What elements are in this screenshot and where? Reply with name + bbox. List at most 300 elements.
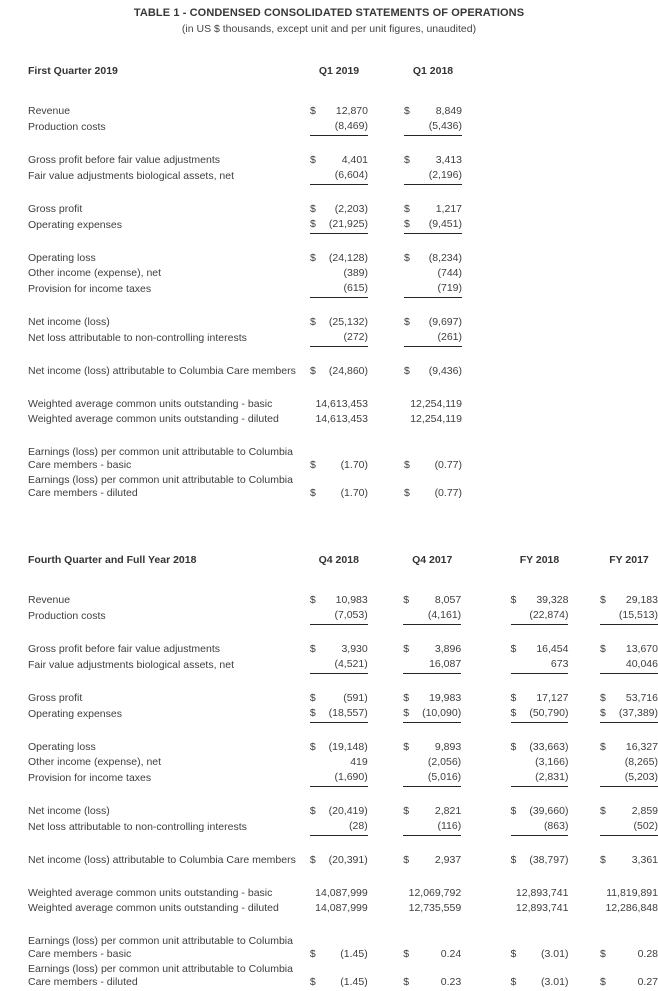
value-number: (116): [437, 820, 462, 832]
value-cell: [511, 771, 569, 784]
value-number: (18,557): [328, 707, 368, 719]
currency-symbol: $: [404, 154, 410, 166]
currency-symbol: $: [510, 854, 517, 866]
column-spacer: [568, 658, 600, 674]
gap-row: [28, 347, 462, 366]
currency-symbol: $: [403, 594, 410, 606]
value-group: [403, 854, 461, 869]
value-group: [404, 218, 462, 234]
value-group: [310, 282, 368, 298]
currency-symbol: $: [600, 948, 606, 960]
row-label-line: Production costs: [28, 120, 106, 133]
column-header: Q4 2017: [412, 554, 453, 566]
column-spacer: [461, 643, 510, 658]
table-header-row: [28, 65, 462, 80]
row-label: [28, 658, 298, 674]
gap-cell: [28, 185, 462, 204]
value-number: 2,859: [631, 805, 658, 817]
value-number: (25,132): [328, 316, 368, 328]
column-spacer: [368, 398, 404, 413]
value-group: [600, 692, 658, 707]
value-cell: [404, 398, 462, 411]
currency-symbol: $: [510, 805, 517, 817]
value-group: [511, 935, 569, 963]
row-label-line: Weighted average common units outstanding - basic: [28, 887, 273, 899]
row-label: [28, 820, 298, 836]
value-cell: [600, 609, 658, 622]
value-number: (863): [543, 820, 569, 832]
value-group: [310, 398, 368, 413]
header-spacer: [568, 554, 600, 569]
value-number: (38,797): [529, 854, 569, 866]
value-number: 11,819,891: [606, 887, 658, 899]
column-spacer: [298, 413, 310, 428]
column-spacer: [568, 643, 600, 658]
value-cell: [511, 658, 569, 671]
value-cell: [403, 976, 461, 989]
value-cell: [403, 887, 461, 900]
column-spacer: [298, 218, 310, 234]
row-label-line: Operating expenses: [28, 218, 122, 231]
value-group: [511, 771, 569, 787]
column-spacer: [298, 963, 310, 991]
value-cell: [310, 976, 368, 989]
value-group: [310, 154, 368, 169]
value-number: (591): [343, 692, 368, 704]
currency-symbol: $: [510, 741, 517, 753]
value-number: (1,690): [334, 771, 368, 783]
value-cell: [310, 316, 368, 329]
row-label-line: Operating loss: [28, 741, 96, 753]
value-cell: [600, 643, 658, 656]
value-cell: [310, 594, 368, 607]
value-group: [310, 692, 368, 707]
value-number: (9,436): [428, 365, 462, 377]
value-number: 12,893,741: [515, 887, 569, 899]
row-label: [28, 707, 298, 723]
value-cell: [403, 609, 461, 622]
column-spacer: [368, 902, 404, 917]
value-group: [403, 658, 461, 674]
column-spacer: [298, 316, 310, 331]
value-cell: [600, 756, 658, 769]
value-cell: [310, 643, 368, 656]
currency-symbol: $: [403, 976, 410, 988]
column-spacer: [368, 854, 404, 869]
column-spacer: [568, 887, 600, 902]
currency-symbol: $: [403, 948, 410, 960]
value-cell: [404, 413, 462, 426]
value-number: 16,087: [429, 658, 462, 670]
row-label-line: Gross profit: [28, 203, 83, 215]
column-spacer: [368, 252, 404, 267]
value-number: 0.27: [637, 976, 658, 988]
table-row: [28, 658, 658, 674]
row-label: [28, 609, 298, 625]
value-cell: [404, 169, 462, 182]
value-cell: [404, 331, 462, 344]
column-spacer: [298, 154, 310, 169]
column-spacer: [368, 203, 404, 218]
currency-symbol: $: [404, 252, 410, 264]
column-spacer: [568, 594, 600, 609]
row-label-line: Gross profit: [28, 692, 83, 704]
value-group: [600, 609, 658, 625]
table-row: [28, 105, 462, 120]
value-group: [403, 935, 461, 963]
value-group: [404, 169, 462, 185]
value-cell: [404, 267, 462, 280]
table-row: [28, 398, 462, 413]
value-cell: [310, 854, 368, 867]
value-group: [310, 963, 368, 991]
value-number: (21,925): [328, 218, 368, 230]
value-number: (4,521): [334, 658, 368, 670]
currency-symbol: $: [310, 218, 316, 230]
gap-row: [28, 380, 462, 398]
column-spacer: [368, 316, 404, 331]
value-group: [600, 756, 658, 771]
column-spacer: [298, 658, 310, 674]
value-group: [404, 474, 462, 502]
value-group: [310, 331, 368, 347]
financial-table: [28, 65, 462, 502]
currency-symbol: $: [310, 316, 316, 328]
column-spacer: [298, 105, 310, 120]
value-cell: [310, 487, 368, 500]
column-spacer: [568, 692, 600, 707]
value-cell: [310, 252, 368, 265]
currency-symbol: $: [600, 692, 606, 704]
currency-symbol: $: [510, 643, 517, 655]
value-number: (744): [437, 267, 462, 279]
value-number: (1.45): [340, 976, 368, 988]
gap-cell: [28, 234, 462, 253]
value-cell: [404, 487, 462, 500]
value-group: [600, 805, 658, 820]
value-number: (10,090): [422, 707, 462, 719]
value-group: [511, 963, 569, 991]
value-number: (6,604): [334, 169, 368, 181]
column-spacer: [298, 474, 310, 502]
value-group: [310, 252, 368, 267]
row-label-line: Care members - diluted: [28, 487, 138, 499]
column-spacer: [368, 594, 404, 609]
value-cell: [511, 756, 569, 769]
value-group: [403, 805, 461, 820]
column-spacer: [461, 805, 510, 820]
value-group: [310, 169, 368, 185]
gap-cell: [28, 298, 462, 317]
value-number: 1,217: [435, 203, 462, 215]
column-spacer: [461, 820, 510, 836]
column-spacer: [568, 854, 600, 869]
column-spacer: [461, 963, 510, 991]
value-group: [310, 707, 368, 723]
currency-symbol: $: [310, 105, 316, 117]
statement-section: [28, 65, 658, 502]
column-header: FY 2018: [519, 554, 560, 566]
value-cell: [403, 948, 461, 961]
value-number: (33,663): [529, 741, 569, 753]
value-group: [404, 413, 462, 428]
value-group: [310, 658, 368, 674]
table-row: [28, 474, 462, 502]
gap-cell: [28, 917, 658, 935]
value-group: [511, 741, 569, 756]
value-group: [600, 741, 658, 756]
column-spacer: [568, 935, 600, 963]
value-cell: [403, 805, 461, 818]
value-group: [310, 267, 368, 282]
sections: [0, 65, 658, 991]
value-group: [310, 609, 368, 625]
value-group: [310, 203, 368, 218]
column-spacer: [568, 707, 600, 723]
column-spacer: [298, 203, 310, 218]
column-spacer: [298, 805, 310, 820]
currency-symbol: $: [510, 692, 517, 704]
gap-cell: [28, 428, 462, 446]
row-label: [28, 771, 298, 787]
value-group: [310, 741, 368, 756]
value-group: [600, 887, 658, 902]
table-row: [28, 643, 658, 658]
value-cell: [511, 820, 569, 833]
value-cell: [511, 948, 569, 961]
column-spacer: [368, 963, 404, 991]
value-group: [404, 331, 462, 347]
currency-symbol: $: [309, 643, 316, 655]
table-row: [28, 756, 658, 771]
value-cell: [310, 820, 368, 833]
value-cell: [310, 771, 368, 784]
value-cell: [511, 854, 569, 867]
value-group: [404, 365, 462, 380]
section-heading: First Quarter 2019: [28, 65, 118, 77]
column-spacer: [568, 805, 600, 820]
table-row: [28, 282, 462, 298]
value-cell: [310, 692, 368, 705]
table-row: [28, 902, 658, 917]
value-number: (5,436): [428, 120, 462, 132]
gap-cell: [28, 723, 658, 742]
column-header: Q1 2018: [412, 65, 454, 77]
table-row: [28, 609, 658, 625]
table-row: [28, 935, 658, 963]
value-group: [404, 203, 462, 218]
currency-symbol: $: [510, 594, 517, 606]
column-spacer: [298, 741, 310, 756]
value-group: [310, 771, 368, 787]
row-label: [28, 902, 298, 917]
value-cell: [310, 707, 368, 720]
column-spacer: [298, 446, 310, 474]
column-spacer: [568, 609, 600, 625]
currency-symbol: $: [310, 459, 316, 471]
column-spacer: [461, 741, 510, 756]
value-group: [403, 902, 461, 917]
table-row: [28, 365, 462, 380]
value-number: 3,413: [435, 154, 462, 166]
value-cell: [403, 692, 461, 705]
value-group: [310, 105, 368, 120]
value-number: (1.70): [340, 487, 368, 499]
value-number: 12,254,119: [410, 413, 462, 425]
gap-cell: [28, 380, 462, 398]
value-group: [404, 154, 462, 169]
value-number: (2,203): [334, 203, 368, 215]
currency-symbol: $: [403, 805, 410, 817]
value-cell: [403, 707, 461, 720]
header-spacer: [461, 554, 510, 569]
column-header: Q1 2019: [318, 65, 360, 77]
column-spacer: [298, 267, 310, 282]
column-spacer: [461, 609, 510, 625]
row-label-line: Net income (loss) attributable to Columbia Care members: [28, 365, 296, 377]
value-number: (20,419): [328, 805, 368, 817]
value-cell: [511, 805, 569, 818]
value-group: [310, 474, 368, 502]
value-cell: [404, 218, 462, 231]
value-number: (5,203): [624, 771, 658, 783]
column-spacer: [298, 771, 310, 787]
value-group: [511, 707, 569, 723]
column-spacer: [568, 771, 600, 787]
value-cell: [310, 459, 368, 472]
value-cell: [310, 365, 368, 378]
value-cell: [310, 609, 368, 622]
value-cell: [403, 771, 461, 784]
table-row: [28, 820, 658, 836]
value-number: (9,451): [428, 218, 462, 230]
value-number: (8,234): [428, 252, 462, 264]
value-group: [403, 756, 461, 771]
value-group: [600, 854, 658, 869]
value-cell: [600, 707, 658, 720]
currency-symbol: $: [309, 707, 316, 719]
value-number: 3,361: [631, 854, 658, 866]
table-row: [28, 963, 658, 991]
value-number: 16,454: [536, 643, 569, 655]
column-spacer: [368, 282, 404, 298]
value-group: [511, 854, 569, 869]
row-label: [28, 267, 298, 282]
column-spacer: [298, 609, 310, 625]
value-number: 12,286,848: [605, 902, 658, 914]
value-number: 9,893: [434, 741, 462, 753]
table-row: [28, 267, 462, 282]
column-spacer: [298, 331, 310, 347]
column-spacer: [461, 594, 510, 609]
currency-symbol: $: [404, 218, 410, 230]
column-spacer: [568, 741, 600, 756]
value-number: 419: [350, 756, 368, 768]
column-spacer: [298, 120, 310, 136]
column-spacer: [368, 267, 404, 282]
value-cell: [600, 805, 658, 818]
row-label-line: Fair value adjustments biological assets, net: [28, 169, 235, 182]
row-label-line: Other income (expense), net: [28, 756, 162, 768]
currency-symbol: $: [404, 487, 410, 499]
value-number: (1.45): [340, 948, 368, 960]
value-number: (22,874): [529, 609, 569, 621]
header-spacer: [298, 554, 310, 569]
column-spacer: [298, 643, 310, 658]
row-label-line: Other income (expense), net: [28, 267, 162, 279]
value-group: [310, 446, 368, 474]
row-label-line: Fair value adjustments biological assets, net: [28, 658, 235, 671]
value-number: (9,697): [428, 316, 462, 328]
value-group: [511, 609, 569, 625]
value-group: [511, 643, 569, 658]
value-cell: [403, 820, 461, 833]
value-number: (28): [349, 820, 368, 832]
gap-row: [28, 428, 462, 446]
value-group: [600, 963, 658, 991]
column-spacer: [368, 771, 404, 787]
gap-cell: [28, 869, 658, 887]
value-number: (0.77): [434, 487, 462, 499]
value-group: [600, 594, 658, 609]
value-number: (4,161): [427, 609, 462, 621]
table-row: [28, 316, 462, 331]
currency-symbol: $: [310, 365, 316, 377]
header-gap-cell: [28, 80, 462, 105]
column-spacer: [298, 252, 310, 267]
currency-symbol: $: [404, 459, 410, 471]
currency-symbol: $: [600, 976, 606, 988]
value-number: 8,849: [435, 105, 462, 117]
row-label: [28, 692, 298, 707]
value-group: [403, 741, 461, 756]
value-number: 16,327: [625, 741, 658, 753]
table-row: [28, 692, 658, 707]
column-header: FY 2017: [609, 554, 649, 566]
value-cell: [403, 658, 461, 671]
row-label: [28, 935, 298, 963]
row-label-line: Net income (loss): [28, 316, 110, 328]
value-group: [403, 707, 461, 723]
value-group: [404, 316, 462, 331]
row-label: [28, 105, 298, 120]
value-cell: [600, 658, 658, 671]
column-spacer: [368, 331, 404, 347]
currency-symbol: $: [309, 948, 316, 960]
row-label-line: Weighted average common units outstanding - basic: [28, 398, 273, 410]
value-group: [404, 398, 462, 413]
row-label-line: Revenue: [28, 105, 71, 117]
value-group: [600, 771, 658, 787]
value-number: 12,893,741: [515, 902, 569, 914]
table-row: [28, 154, 462, 169]
row-label-line: Net loss attributable to non-controlling interests: [28, 331, 247, 344]
column-spacer: [568, 756, 600, 771]
column-spacer: [568, 820, 600, 836]
value-group: [310, 902, 368, 917]
value-cell: [404, 120, 462, 133]
value-number: 40,046: [625, 658, 658, 670]
value-group: [310, 413, 368, 428]
value-number: (50,790): [529, 707, 569, 719]
value-group: [403, 820, 461, 836]
column-spacer: [368, 169, 404, 185]
value-cell: [511, 902, 569, 915]
value-group: [310, 643, 368, 658]
value-group: [511, 887, 569, 902]
column-spacer: [461, 771, 510, 787]
value-number: (0.77): [434, 459, 462, 471]
